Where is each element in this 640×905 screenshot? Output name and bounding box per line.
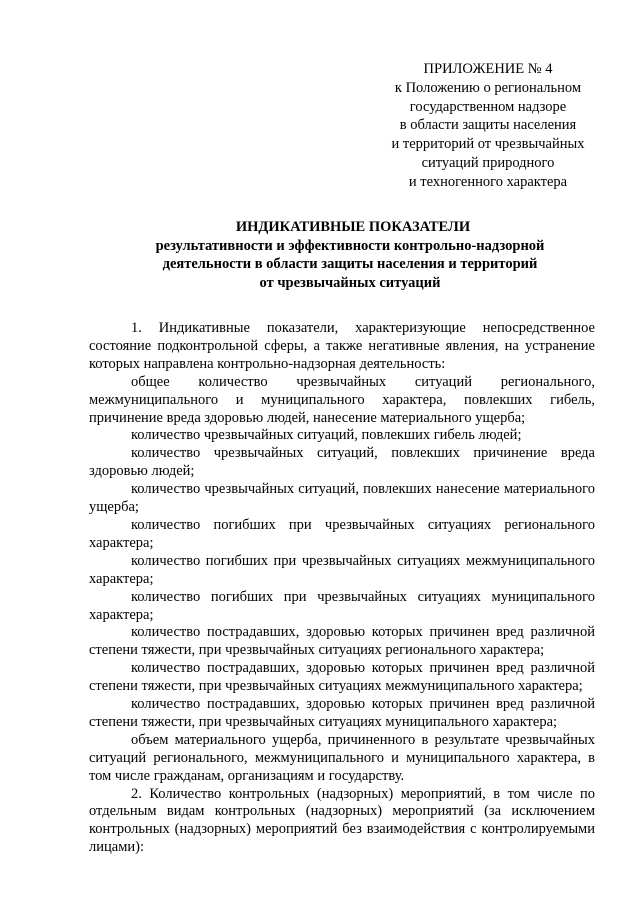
title-sub-line: от чрезвычайных ситуаций: [259, 274, 441, 291]
paragraph: количество погибших при чрезвычайных ситуациях регионального характера;: [89, 516, 595, 551]
paragraph: 2. Количество контрольных (надзорных) мероприятий, в том числе по отдельным видам контрольных (надзорных) мероприятий (за исключением контрольных (надзорных) мероприятий без взаимодействия с контролируемыми лицами):: [89, 785, 595, 856]
paragraph: количество погибших при чрезвычайных ситуациях межмуниципального характера;: [89, 552, 595, 587]
appendix-line: ситуаций природного: [421, 154, 555, 171]
appendix-line: и территорий от чрезвычайных: [391, 136, 585, 153]
paragraph: количество пострадавших, здоровью которых причинен вред различной степени тяжести, при чрезвычайных ситуациях межмуниципального характера;: [89, 660, 595, 695]
title-main: ИНДИКАТИВНЫЕ ПОКАЗАТЕЛИ: [235, 219, 471, 235]
paragraph: количество чрезвычайных ситуаций, повлекших причинение вреда здоровью людей;: [89, 445, 595, 480]
paragraph: объем материального ущерба, причиненного в результате чрезвычайных ситуаций регионального, межмуниципального и муниципального характера, в том числе гражданам, организациям и государству.: [89, 731, 595, 784]
appendix-line: ПРИЛОЖЕНИЕ № 4: [423, 61, 553, 77]
appendix-line: к Положению о региональном: [394, 79, 582, 96]
paragraph: количество пострадавших, здоровью которых причинен вред различной степени тяжести, при чрезвычайных ситуациях муниципального характера;: [89, 696, 595, 730]
document-body: [89, 320, 595, 857]
paragraph: 1. Индикативные показатели, характеризующие непосредственное состояние подконтрольной сферы, а также негативные явления, на устранение которых направлена контрольно-надзорная деятельность:: [89, 320, 595, 372]
appendix-header: [372, 60, 604, 192]
paragraph: общее количество чрезвычайных ситуаций регионального, межмуниципального и муниципального характера, повлекших гибель, причинение вреда здоровью людей, нанесение материального ущерба;: [89, 373, 595, 426]
paragraph: количество чрезвычайных ситуаций, повлекших нанесение материального ущерба;: [89, 481, 595, 516]
appendix-line: государственном надзоре: [409, 98, 567, 115]
paragraph: количество пострадавших, здоровью которых причинен вред различной степени тяжести, при чрезвычайных ситуациях регионального характера;: [89, 624, 595, 659]
appendix-line: в области защиты населения: [399, 117, 577, 134]
appendix-line: и техногенного характера: [408, 173, 568, 190]
paragraph: количество погибших при чрезвычайных ситуациях муниципального характера;: [89, 588, 595, 623]
document-title: [90, 218, 610, 292]
paragraph: количество чрезвычайных ситуаций, повлекших гибель людей;: [131, 427, 522, 444]
title-sub-line: деятельности в области защиты населения и территорий: [162, 256, 538, 272]
title-sub-line: результативности и эффективности контрольно-надзорной: [155, 237, 545, 254]
